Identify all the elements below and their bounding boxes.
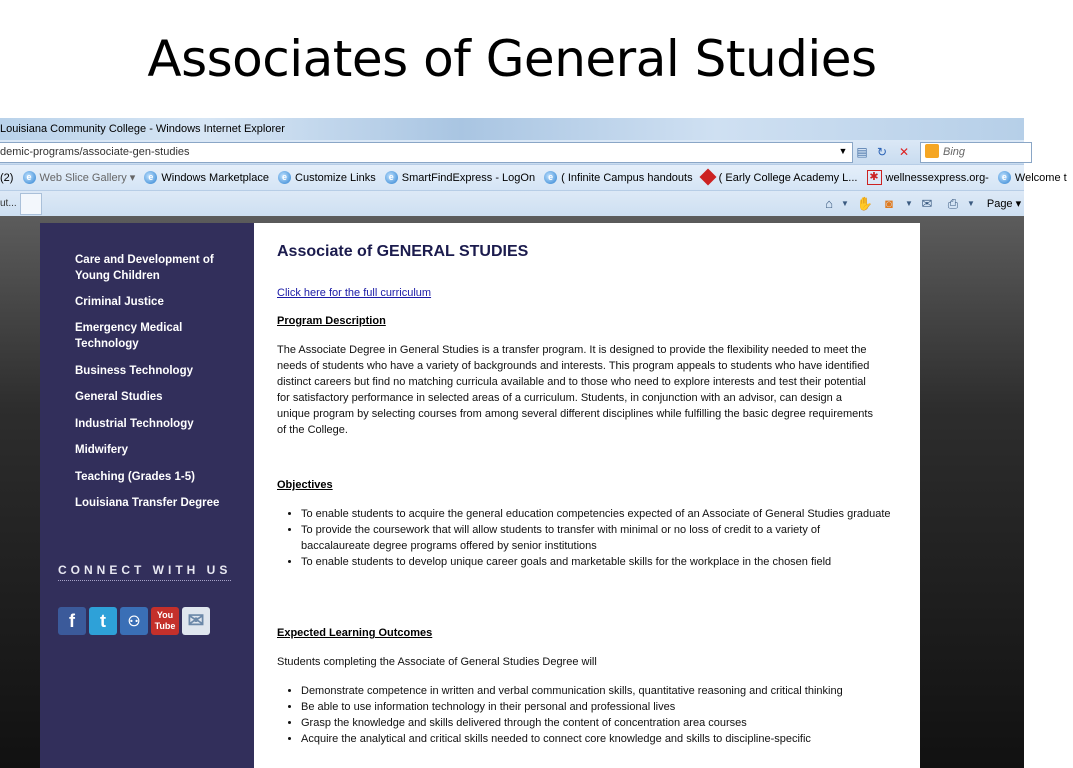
sidebar-item-teaching[interactable]: Teaching (Grades 1-5) xyxy=(75,471,195,483)
curriculum-link[interactable]: Click here for the full curriculum xyxy=(277,287,432,299)
favorite-label: wellnessexpress.org- xyxy=(885,172,989,184)
favorite-link[interactable] xyxy=(144,165,269,191)
outcome-item: • Grasp the knowledge and skills delivered through the content of concentration area courses xyxy=(301,715,891,731)
outcomes-intro: Students completing the Associate of General Studies Degree will xyxy=(277,656,597,668)
command-bar xyxy=(0,190,1024,217)
sidebar-item-criminal-justice[interactable]: Criminal Justice xyxy=(75,296,164,308)
search-input[interactable] xyxy=(920,142,1032,163)
email-icon[interactable]: ✉ xyxy=(182,607,210,635)
favorite-label: (2) xyxy=(0,172,14,184)
favorite-link[interactable] xyxy=(544,165,692,191)
program-description-heading: Program Description xyxy=(277,315,386,327)
favorite-link[interactable] xyxy=(385,165,535,191)
compatibility-view-icon[interactable]: ▤ xyxy=(856,145,868,159)
favorites-bar xyxy=(0,164,1067,191)
refresh-icon[interactable]: ↻ xyxy=(876,145,888,159)
browser-tab[interactable]: ut... xyxy=(0,198,17,209)
home-icon[interactable]: ⌂ xyxy=(825,196,833,211)
ie-icon: e xyxy=(278,171,291,184)
ie-icon: e xyxy=(144,171,157,184)
favorite-link[interactable] xyxy=(0,165,13,191)
favorite-label: Windows Marketplace xyxy=(161,172,269,184)
web-page xyxy=(0,216,1024,768)
page-heading: Associate of GENERAL STUDIES xyxy=(277,243,529,260)
outcomes-heading: Expected Learning Outcomes xyxy=(277,627,433,639)
mail-icon[interactable]: ✉ xyxy=(921,196,933,211)
address-dropdown-icon[interactable]: ▼ xyxy=(838,146,848,156)
hand-icon[interactable]: ✋ xyxy=(856,196,874,211)
window-title: Louisiana Community College - Windows Internet Explorer xyxy=(0,123,285,135)
program-description-text: The Associate Degree in General Studies is a transfer program. It is designed to provide the flexibility needed to meet the needs of students who have a variety of backgrounds and interests. This program appeals to students who have identified distinct careers but find no matching curricula available and to those who need to explore interests and test their potential for satisfactory performance in selected areas of a curriculum. Students, in conjunction with an advisor, can design a unique program by selecting courses from among several different disciplines while fulfilling the basic degree requirements of the College. xyxy=(277,344,873,436)
facebook-icon[interactable]: f xyxy=(58,607,86,635)
window-title-bar xyxy=(0,118,1024,140)
sidebar-item-general-studies[interactable]: General Studies xyxy=(75,391,163,403)
favorite-link[interactable] xyxy=(998,165,1067,191)
objectives-heading: Objectives xyxy=(277,479,333,491)
search-placeholder: Bing xyxy=(943,146,966,158)
feeds-icon[interactable]: ◙ xyxy=(885,196,893,211)
outcome-item: • Acquire the analytical and critical skills needed to connect core knowledge and skills to discipline-specific xyxy=(301,731,891,747)
favorite-label: Web Slice Gallery ▾ xyxy=(39,172,136,184)
favorite-label: Welcome t xyxy=(1014,172,1067,184)
outcomes-list xyxy=(277,683,891,747)
connect-heading: CONNECT WITH US xyxy=(58,563,231,581)
favorite-link[interactable] xyxy=(278,165,376,191)
favorite-link[interactable] xyxy=(702,165,858,191)
asterisk-icon: ✱ xyxy=(867,170,882,185)
browser-window xyxy=(0,118,1067,768)
favorite-label: ( Infinite Campus handouts xyxy=(561,172,693,184)
favorite-link[interactable] xyxy=(23,165,136,191)
sidebar-item-care-and-development[interactable]: Care and Development of Young Children xyxy=(75,254,214,282)
favorite-label: ( Early College Academy L... xyxy=(718,172,858,184)
home-dropdown-icon[interactable]: ▼ xyxy=(841,199,849,208)
sidebar-item-emergency-medical[interactable]: Emergency Medical Technology xyxy=(75,322,183,350)
sidebar xyxy=(40,223,254,768)
new-tab-button[interactable] xyxy=(20,193,42,215)
favorite-link[interactable] xyxy=(867,165,989,191)
twitter-icon[interactable]: t xyxy=(89,607,117,635)
stop-icon[interactable]: ✕ xyxy=(898,145,910,159)
bing-logo-icon xyxy=(925,144,939,158)
address-input[interactable]: demic-programs/associate-gen-studies xyxy=(0,142,853,163)
sidebar-item-industrial-technology[interactable]: Industrial Technology xyxy=(75,418,194,430)
favorite-label: Customize Links xyxy=(295,172,376,184)
outcome-item: • Demonstrate competence in written and verbal communication skills, quantitative reasoning and critical thinking xyxy=(301,683,891,699)
diamond-icon xyxy=(699,169,716,186)
youtube-icon[interactable]: You Tube xyxy=(151,607,179,635)
myspace-icon[interactable]: ⚇ xyxy=(120,607,148,635)
main-content xyxy=(254,223,920,768)
sidebar-item-business-technology[interactable]: Business Technology xyxy=(75,365,194,377)
objective-item: • To enable students to acquire the general education competencies expected of an Associate of General Studies graduate xyxy=(301,506,891,522)
page-menu-button[interactable]: Page ▾ xyxy=(986,198,1022,210)
ie-icon: e xyxy=(385,171,398,184)
objective-item: • To enable students to develop unique career goals and marketable skills for the workplace in the chosen field xyxy=(301,554,891,570)
print-icon[interactable]: ⎙ xyxy=(947,196,959,211)
objectives-list xyxy=(277,506,891,570)
outcome-item: • Be able to use information technology in their personal and professional lives xyxy=(301,699,891,715)
address-bar-row xyxy=(0,140,1024,164)
ie-icon: e xyxy=(544,171,557,184)
favorite-label: SmartFindExpress - LogOn xyxy=(401,172,536,184)
ie-icon: e xyxy=(998,171,1011,184)
sidebar-item-louisiana-transfer[interactable]: Louisiana Transfer Degree xyxy=(75,497,220,509)
print-dropdown-icon[interactable]: ▼ xyxy=(967,199,975,208)
feeds-dropdown-icon[interactable]: ▼ xyxy=(905,199,913,208)
ie-icon: e xyxy=(23,171,36,184)
objective-item: • To provide the coursework that will allow students to transfer with minimal or no loss of credit to a variety of baccalaureate degree programs offered by senior institutions xyxy=(301,522,891,554)
slide-title: Associates of General Studies xyxy=(147,30,877,88)
sidebar-item-midwifery[interactable]: Midwifery xyxy=(75,444,129,456)
